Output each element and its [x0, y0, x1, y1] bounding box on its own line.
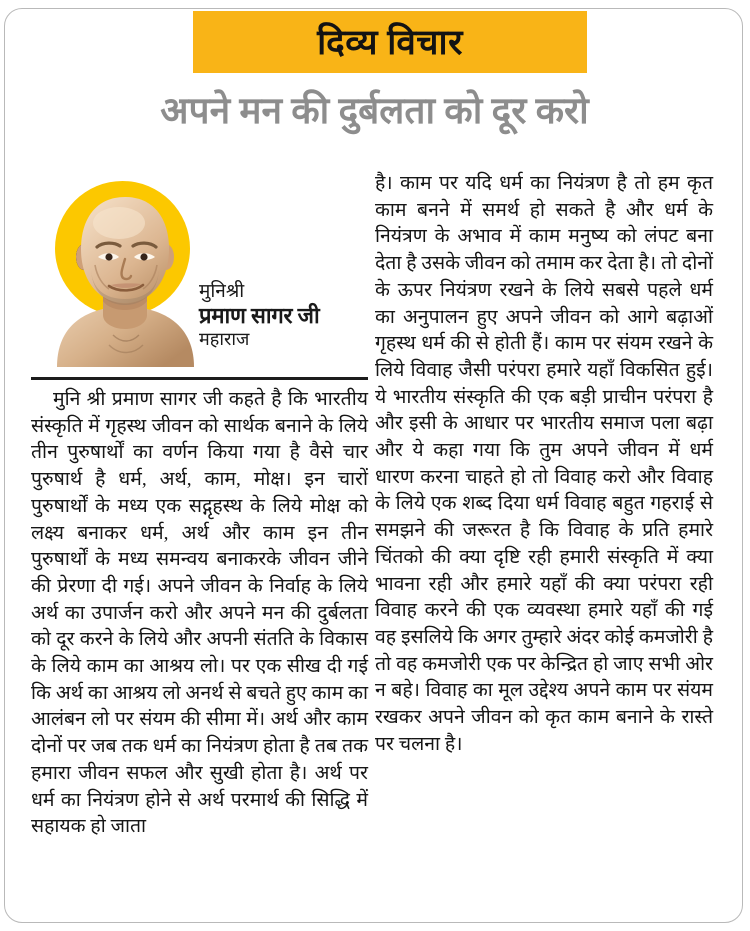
article-card: [4, 8, 743, 923]
byline-divider: [31, 377, 368, 380]
masthead-banner: [193, 11, 587, 73]
byline: [199, 281, 364, 351]
article-columns: [5, 171, 743, 923]
author-name: प्रमाण सागर जी: [199, 303, 320, 329]
page-title: अपने मन की दुर्बलता को दूर करो: [160, 91, 589, 132]
column-left: [27, 171, 367, 923]
author-block: [27, 171, 367, 369]
author-portrait: [51, 189, 199, 367]
column-right: [375, 171, 715, 923]
author-suffix: महाराज: [199, 329, 250, 350]
article-body-right: है। काम पर यदि धर्म का नियंत्रण है तो हम कृत काम बनने में समर्थ हो सकते है और धर्म के नियंत्रण के अभाव में काम मनुष्य को लंपट बना देता है उसके जीवन को तमाम कर देता है। तो दोनों के ऊपर नियंत्रण रखने के लिये सबसे पहले धर्म का अनुपालन हुए अपने जीवन को आगे बढ़ाओं गृहस्थ धर्म की से होती हैं। काम पर संयम रखने के लिये विवाह जैसी परंपरा हमारे यहाँ विकसित हुई। ये भारतीय संस्कृति की एक बड़ी प्राचीन परंपरा है और इसी के आधार पर भारतीय समाज पला बढ़ा और ये कहा गया कि तुम अपने जीवन में धर्म धारण करना चाहते हो तो विवाह करो और विवाह के लिये एक शब्द दिया धर्म विवाह बहुत गहराई से समझने की जरूरत है कि विवाह के प्रति हमारे चिंतको की क्या दृष्टि रही हमारी संस्कृति में क्या भावना रही और हमारे यहाँ की क्या परंपरा रही विवाह करने की एक व्यवस्था हमारे यहाँ की गई वह इसलिये कि अगर तुम्हारे अंदर कोई कमजोरी है तो वह कमजोरी एक पर केन्द्रित हो जाए सभी ओर न बहे। विवाह का मूल उद्देश्य अपने काम पर संयम रखकर अपने जीवन को कृत काम बनाने के रास्ते पर चलना है।: [375, 173, 713, 755]
masthead-title: दिव्य विचार: [317, 22, 463, 62]
article-body-left: मुनि श्री प्रमाण सागर जी कहते है कि भारतीय संस्कृति में गृहस्थ जीवन को सार्थक बनाने के लिये तीन पुरुषार्थों का वर्णन किया गया है वैसे चार पुरुषार्थ है धर्म, अर्थ, काम, मोक्ष। इन चारों पुरुषार्थों के मध्य एक सद्गृहस्थ के लिये मोक्ष को लक्ष्य बनाकर धर्म, अर्थ और काम इन तीन पुरुषार्थों के मध्य समन्वय बनाकरके जीवन जीने की प्रेरणा दी गई। अपने जीवन के निर्वाह के लिये अर्थ का उपार्जन करो और अपने मन की दुर्बलता को दूर करने के लिये और अपनी संतति के विकास के लिये काम का आश्रय लो। पर एक सीख दी गई कि अर्थ का आश्रय लो अनर्थ से बचते हुए काम का आलंबन लो पर संयम की सीमा में। अर्थ और काम दोनों पर जब तक धर्म का नियंत्रण होता है तब तक हमारा जीवन सफल और सुखी होता है। अर्थ पर धर्म का नियंत्रण होने से अर्थ परमार्थ की सिद्धि में सहायक हो जाता: [31, 389, 368, 838]
author-honorific: मुनिश्री: [199, 281, 245, 302]
